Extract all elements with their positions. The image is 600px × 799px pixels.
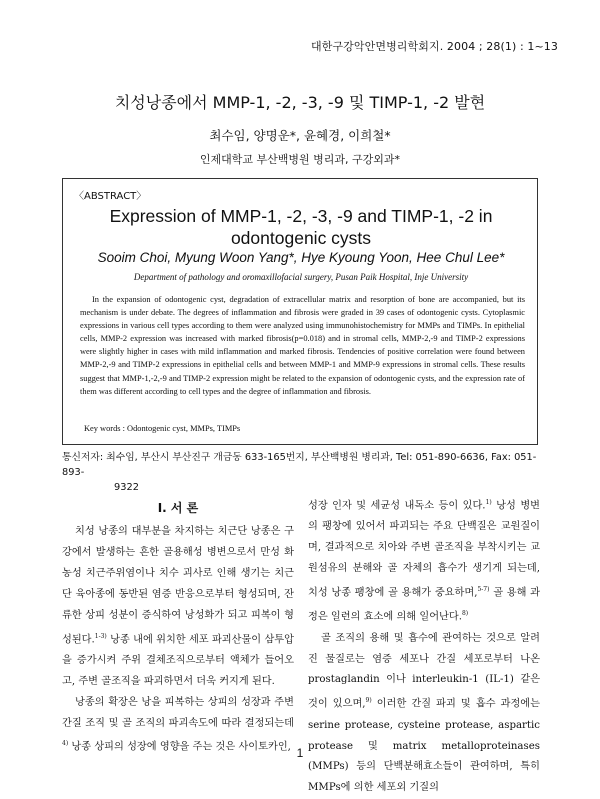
- journal-header: 대한구강악안면병리학회지. 2004 ; 28(1) : 1~13: [311, 40, 558, 53]
- korean-title: 치성낭종에서 MMP-1, -2, -3, -9 및 TIMP-1, -2 발현: [114, 93, 486, 112]
- citation: 1-3): [94, 632, 107, 640]
- paragraph-text: 낭종 내에 위치한 세포 파괴산물이 삼투압을 증가시켜 주위 결체조직으로부터 액체가 들어오고, 주변 골조직을 파괴하면서 더욱 커지게 된다.: [62, 633, 294, 687]
- english-title: Expression of MMP-1, -2, -3, -9 and TIMP-1, -2 in odontogenic cysts: [109, 206, 493, 248]
- paragraph-text: 치성 낭종의 대부분을 차지하는 치근단 낭종은 구강에서 발생하는 흔한 골용해성 병변으로서 만성 화농성 치근주위염이나 치수 괴사로 인해 생기는 치근단 육아종에 동반된 염증 반응으로부터 형성되며, 잔류한 상피 성분이 증식하여 낭성화가 되고 피복이 형성된다.: [62, 526, 294, 645]
- abstract-body: In the expansion of odontogenic cyst, degradation of extracellular matrix and resorption of bone are accompanied, but its mechanism is under debate. The degrees of inflammation and fibrosis were graded in 39 cases of odontogenic cysts. Cytoplasmic expressions in various cell types according to them were analyzed using immunohistochemistry for MMPs and TIMPs. In epithelial cells, MMP-2 expression was increased with marked fibrosis(p=0.018) and in stromal cells, MMP-2,-9 and TIMP-2 expressions were slightly higher in cases with mild inflammation and marked fibrosis. Tendencies of positive correlation were found between MMP-2,-9 and TIMP-2 expressions in epithelial cells and between MMP-1 and MMP-9 expressions in stromal cells. These results suggest that MMP-1,-2,-9 and TIMP-2 expression might be related to the expansion of odontogenic cysts, and the expression rate of them was different according to cell types and the degree of inflammation and fibrosis.: [80, 295, 525, 396]
- keywords: Key words : Odontogenic cyst, MMPs, TIMPs: [84, 424, 241, 433]
- citation: 5-7): [477, 586, 490, 594]
- correspondence-line: 9322: [114, 482, 139, 493]
- english-affiliation: Department of pathology and oromaxillofacial surgery, Pusan Paik Hospital, Inje University: [133, 272, 469, 282]
- left-column: [62, 522, 294, 759]
- correspondence-line: 통신저자: 최수임, 부산시 부산진구 개금동 633-165번지, 부산백병원 병리과, Tel: 051-890-6636, Fax: 051-893-: [62, 452, 537, 478]
- korean-authors: 최수임, 양명운*, 윤혜경, 이희철*: [209, 128, 391, 143]
- paragraph-text: 성장 인자 및 세균성 내독소 등이 있다.: [308, 500, 486, 512]
- paragraph-text: 골 조직의 용해 및 흡수에 관여하는 것으로 알려진 물질로는 염증 세포나 간질 세포로부터 나온 prostaglandin 이나 interleukin-1 (IL-1) 같은 것이 있으며,: [308, 632, 540, 710]
- correspondence: [62, 450, 540, 495]
- paragraph-text: 낭종의 확장은 낭을 피복하는 상피의 성장과 주변 간질 조직 및 골 조직의 파괴속도에 따라 결정되는데: [62, 696, 294, 729]
- citation: 1): [485, 499, 492, 506]
- paragraph: [308, 629, 540, 799]
- paragraph-text: 골 용해 과정은 일련의 효소에 의해 일어난다.: [308, 587, 540, 623]
- section-heading: I. 서 론: [157, 501, 199, 515]
- paragraph-text: 낭종 상피의 성장에 영향을 주는 것은 사이토카인,: [68, 741, 291, 753]
- page-number: 1: [296, 746, 304, 760]
- paragraph-text: 이러한 간질 파괴 및 흡수 과정에는 serine protease, cysteine protease, aspartic protease 및 matrix metalloproteinases (MMPs) 등의 단백분해효소들이 관여하며, 특히 MMPs에 의한 세포외 기질의: [308, 698, 540, 794]
- paragraph: [308, 493, 540, 629]
- citation: 4): [62, 740, 69, 748]
- citation: 9): [365, 697, 372, 705]
- english-authors: Sooim Choi, Myung Woon Yang*, Hye Kyoung Yoon, Hee Chul Lee*: [97, 250, 505, 265]
- korean-affiliation: 인제대학교 부산백병원 병리과, 구강외과*: [199, 153, 401, 166]
- citation: 8): [461, 610, 469, 618]
- paragraph-text: 낭성 병변의 팽창에 있어서 파괴되는 주요 단백질은 교원질이며, 결과적으로 치아와 주변 골조직을 부착시키는 교원섬유의 분해와 골 자체의 흡수가 생기게 되는데, 치성 낭종 팽창에 골 용해가 중요하며,: [308, 500, 540, 599]
- paragraph: [62, 522, 294, 693]
- abstract-label: 〈ABSTRACT〉: [74, 191, 147, 202]
